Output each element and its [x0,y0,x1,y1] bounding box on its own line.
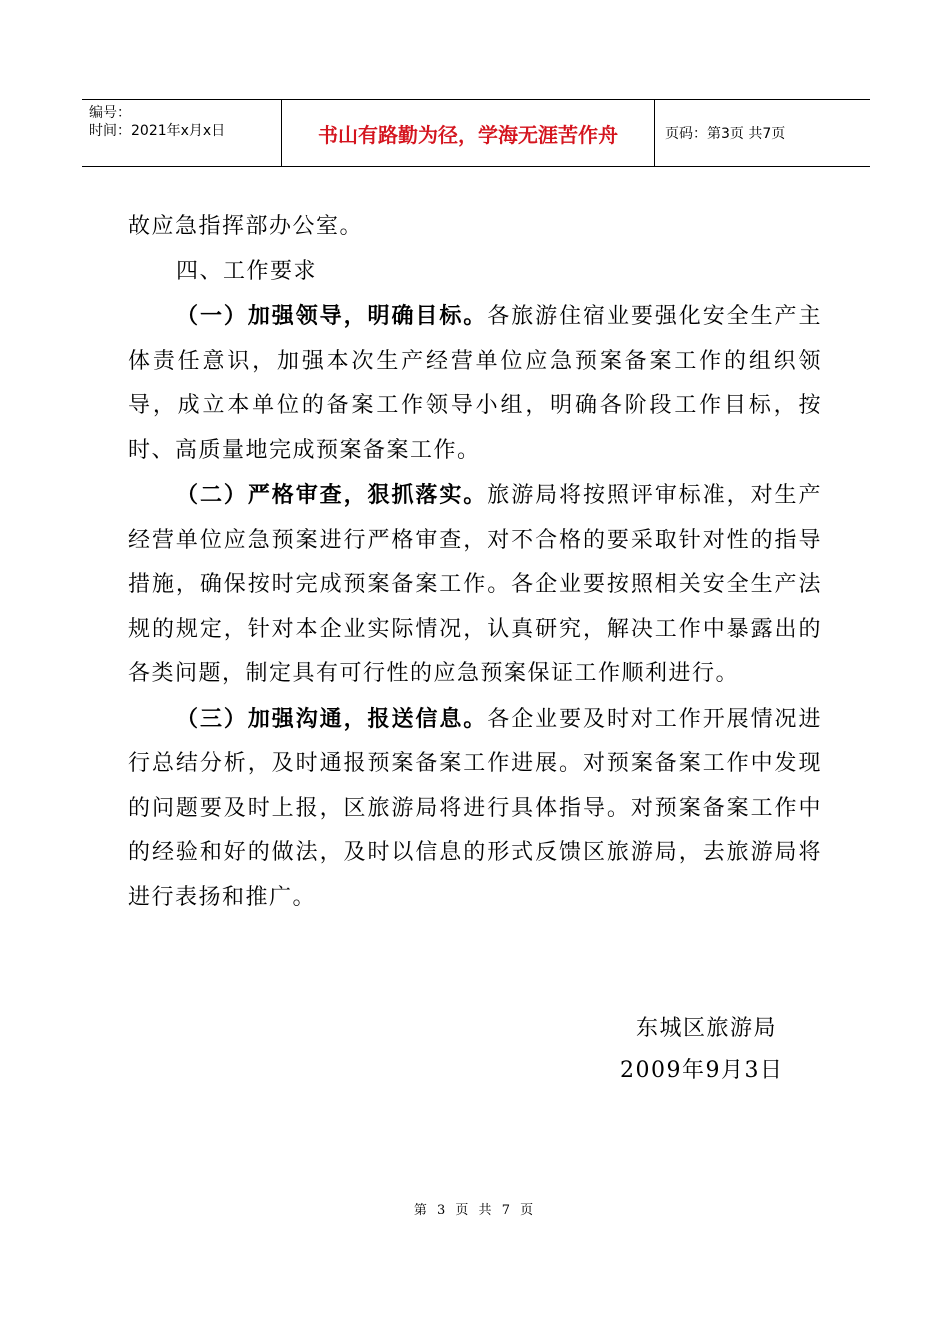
section-heading: 四、工作要求 [176,258,318,284]
item-1-text: 各旅游住宿业要强化安全生产主体责任意识，加强本次生产经营单位应急预案备案工作的组织领导，成立本单位的备案工作领导小组，明确各阶段工作目标，按时、高质量地完成预案备案工作。 [128,304,822,463]
page-footer: 第 3 页 共 7 页 [413,1203,537,1218]
continuation-line: 故应急指挥部办公室。 [128,214,364,239]
item-1-title: （一）加强领导，明确目标。 [176,303,488,329]
item-2-text: 旅游局将按照评审标准，对生产经营单位应急预案进行严格审查，对不合格的要采取针对性的指导措施，确保按时完成预案备案工作。各企业要按照相关安全生产法规的规定，针对本企业实际情况，认真研究，解决工作中暴露出的各类问题，制定具有可行性的应急预案保证工作顺利进行。 [128,483,822,686]
paragraph-item-2 [128,473,822,697]
signature-organization: 东城区旅游局 [636,1016,778,1041]
paragraph-item-3 [128,697,822,921]
item-2-title: （二）严格审查，狠抓落实。 [176,482,488,508]
signature-date: 2009年9月3日 [620,1058,784,1083]
header-meta [82,100,282,166]
number-label: 编号： [89,105,131,121]
paragraph-item-1 [128,294,822,473]
header-motto: 书山有路勤为径，学海无涯苦作舟 [282,100,655,166]
time-label: 时间：2021年x月x日 [89,123,226,139]
document-body [128,205,822,920]
item-3-text: 各企业要及时对工作开展情况进行总结分析，及时通报预案备案工作进展。对预案备案工作中发现的问题要及时上报，区旅游局将进行具体指导。对预案备案工作中的经验和好的做法，及时以信息的形式反馈区旅游局，去旅游局将进行表扬和推广。 [128,706,822,910]
document-header [82,99,870,167]
header-page-label: 页码：第3页 共7页 [665,126,786,142]
item-3-title: （三）加强沟通，报送信息。 [176,705,488,732]
